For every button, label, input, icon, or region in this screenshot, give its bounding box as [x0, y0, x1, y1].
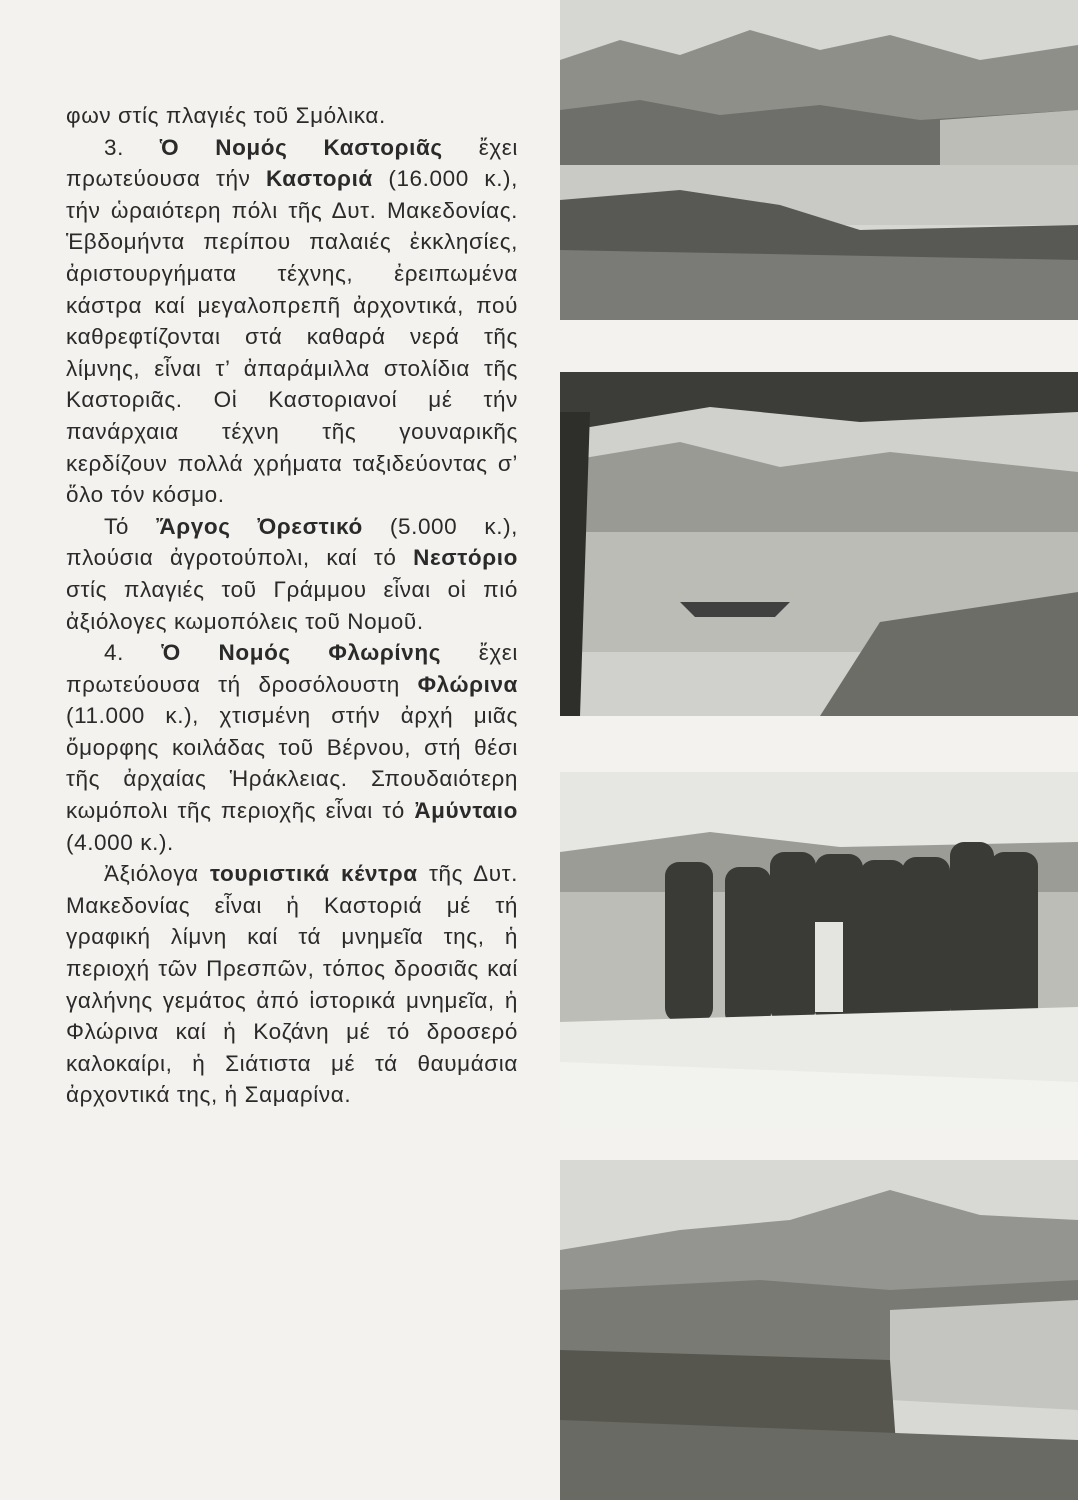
photo-kastoria-town — [560, 1160, 1078, 1500]
article-text — [66, 100, 518, 1111]
photo-kastoria-panorama — [560, 0, 1078, 320]
heading-kastoria: Ὁ Νομός Καστοριᾶς — [160, 134, 443, 160]
paragraph-florina: 4. Ὁ Νομός Φλωρίνης ἔχει πρωτεύουσα τή δροσόλουστη Φλώρινα (11.000 κ.), χτισμένη στήν ἀρχή μιᾶς ὄμορφης κοιλάδας τοῦ Βέρνου, στή θέσι τῆς ἀρχαίας Ἡράκλειας. Σπουδαιότερη κωμόπολι τῆς περιοχῆς εἶναι τό Ἀμύνταιο (4.000 κ.). — [66, 640, 518, 855]
paragraph-argos: Τό Ἄργος Ὀρεστικό (5.000 κ.), πλούσια ἀγροτούπολι, καί τό Νεστόριο στίς πλαγιές τοῦ Γράμμου εἶναι οἱ πιό ἀξιόλογες κωμοπόλεις τοῦ Νομοῦ. — [66, 513, 519, 634]
photo-lake-boat — [560, 372, 1078, 716]
paragraph-tourism: Ἀξιόλογα τουριστικά κέντρα τῆς Δυτ. Μακεδονίας εἶναι ἡ Καστοριά μέ τή γραφική λίμνη καί τά μνημεῖα της, ἡ περιοχή τῶν Πρεσπῶν, τόπος δροσιᾶς καί γαλήνης γεμάτος ἀπό ἱστορικά μνημεῖα, ἡ Φλώρινα καί ἡ Κοζάνη μέ τό δροσερό καλοκαίρι, ἡ Σιάτιστα μέ τά θαυμάσια ἀρχοντικά της, ἡ Σαμαρίνα. — [66, 861, 519, 1108]
heading-florina: Ὁ Νομός Φλωρίνης — [161, 640, 442, 666]
photo-women-costume — [560, 772, 1078, 1128]
paragraph-kastoria: 3. Ὁ Νομός Καστοριᾶς ἔχει πρωτεύουσα τήν Καστοριά (16.000 κ.), τήν ὡραιότερη πόλι τῆς Δυτ. Μακεδονίας. Ἑβδομήντα περίπου παλαιές ἐκκλησίες, ἀριστουργήματα τέχνης, ἐρειπωμένα κάστρα καί μεγαλοπρεπῆ ἀρχοντικά, πού καθρεφτίζονται στά καθαρά νερά τῆς λίμνης, εἶναι τ’ ἀπαράμιλλα στολίδια τῆς Καστοριᾶς. Οἱ Καστοριανοί μέ τήν πανάρχαια τέχνη τῆς γουναρικῆς κερδίζουν πολλά χρήματα ταξιδεύοντας σ’ ὅλο τόν κόσμο. — [66, 134, 518, 508]
paragraph-continuation: φων στίς πλαγιές τοῦ Σμόλικα. — [66, 103, 386, 128]
